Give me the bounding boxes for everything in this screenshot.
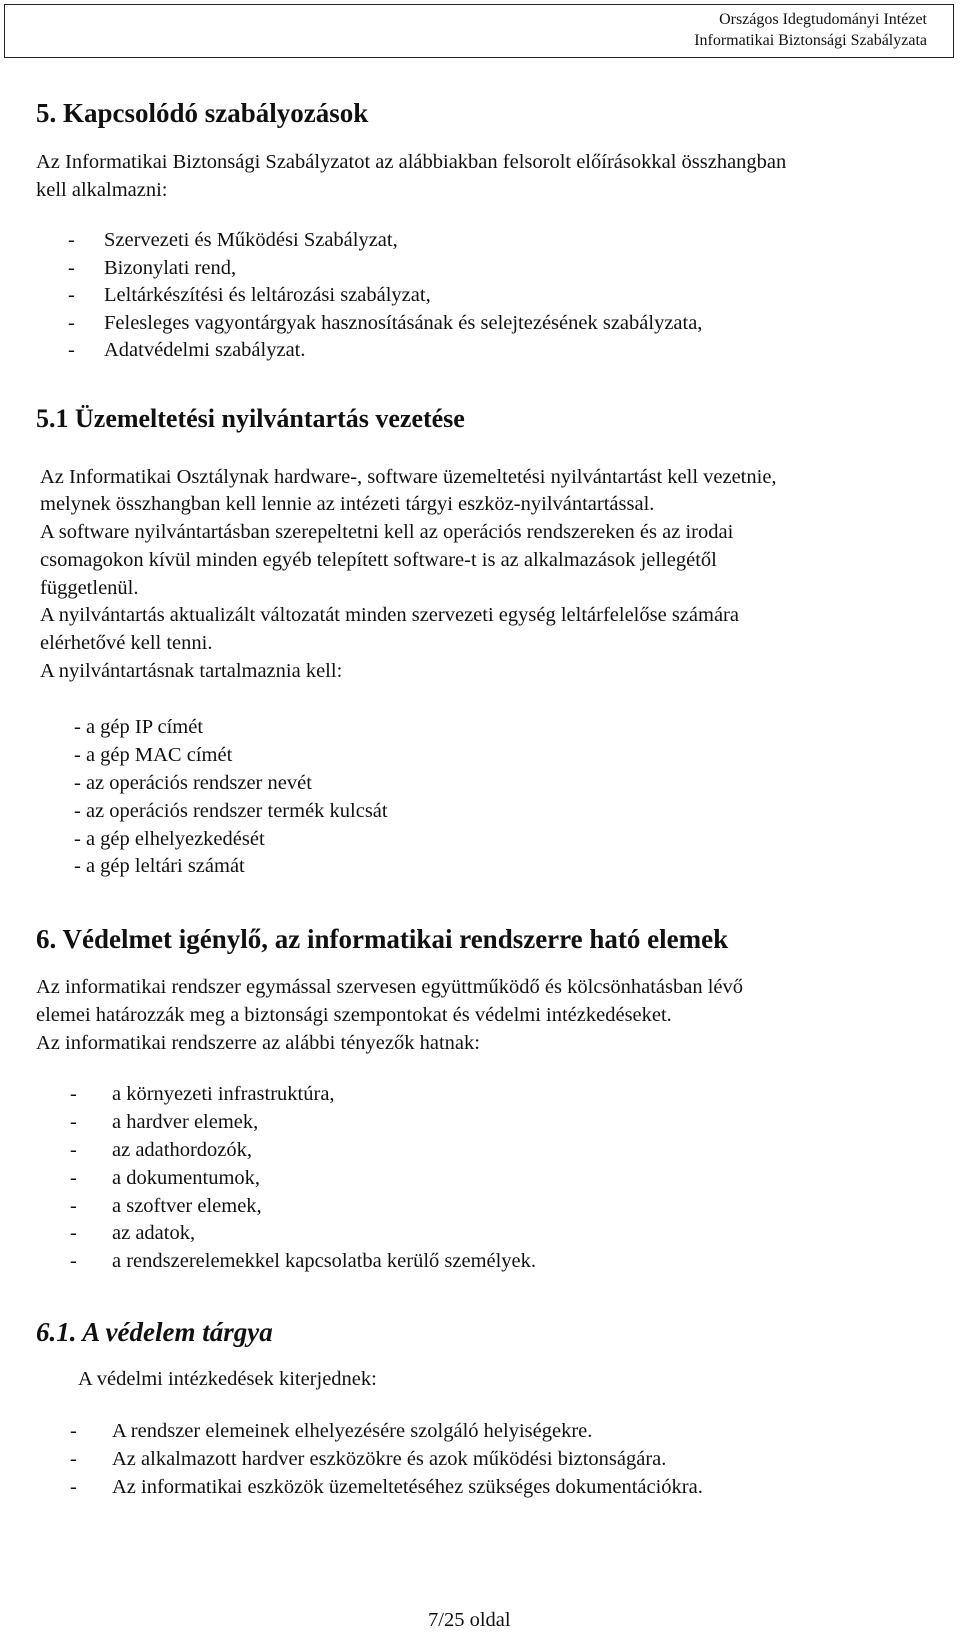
paragraph-line: A software nyilvántartásban szerepeltetni kell az operációs rendszereken és az irodai	[40, 521, 734, 543]
list-dash: -	[70, 1195, 77, 1217]
list-item: - a gép IP címét	[74, 716, 204, 738]
list-dash: -	[68, 339, 75, 361]
paragraph-line: melynek összhangban kell lennie az intézeti tárgyi eszköz-nyilvántartással.	[40, 493, 655, 515]
paragraph-line: A nyilvántartásnak tartalmaznia kell:	[40, 660, 343, 682]
section-5-intro-line-1: Az Informatikai Biztonsági Szabályzatot az alábbiakban felsorolt előírásokkal összhangban	[36, 151, 787, 173]
header-institute: Országos Idegtudományi Intézet	[719, 11, 927, 28]
list-dash: -	[68, 284, 75, 306]
list-item: - az operációs rendszer termék kulcsát	[74, 800, 388, 822]
section-5-title: 5. Kapcsolódó szabályozások	[36, 98, 369, 128]
list-item: a hardver elemek,	[112, 1111, 259, 1133]
paragraph-line: A nyilvántartás aktualizált változatát minden szervezeti egység leltárfelelőse számára	[40, 604, 739, 626]
list-dash: -	[70, 1139, 77, 1161]
list-item: Adatvédelmi szabályzat.	[104, 339, 306, 361]
list-dash: -	[70, 1083, 77, 1105]
paragraph-line: Az informatikai rendszer egymással szervesen együttműködő és kölcsönhatásban lévő	[36, 976, 744, 998]
list-item: - az operációs rendszer nevét	[74, 772, 312, 794]
list-item: Leltárkészítési és leltározási szabályzat,	[104, 284, 431, 306]
list-item: - a gép MAC címét	[74, 744, 233, 766]
paragraph-line: elérhetővé kell tenni.	[40, 632, 213, 654]
list-item: - a gép leltári számát	[74, 855, 245, 877]
paragraph-line: elemei határozzák meg a biztonsági szempontokat és védelmi intézkedéseket.	[36, 1004, 672, 1026]
list-item: - a gép elhelyezkedését	[74, 828, 265, 850]
list-dash: -	[70, 1448, 77, 1470]
list-dash: -	[70, 1111, 77, 1133]
list-dash: -	[70, 1222, 77, 1244]
list-dash: -	[70, 1420, 77, 1442]
list-item: a rendszerelemekkel kapcsolatba kerülő személyek.	[112, 1250, 537, 1272]
list-item: az adathordozók,	[112, 1139, 253, 1161]
list-item: a környezeti infrastruktúra,	[112, 1083, 335, 1105]
header-document-title: Informatikai Biztonsági Szabályzata	[694, 32, 927, 49]
list-item: az adatok,	[112, 1222, 196, 1244]
section-5-1-title: 5.1 Üzemeltetési nyilvántartás vezetése	[36, 404, 465, 433]
list-dash: -	[70, 1250, 77, 1272]
section-6-1-title: 6.1. A védelem tárgya	[36, 1317, 273, 1347]
list-dash: -	[68, 229, 75, 251]
section-6-title: 6. Védelmet igénylő, az informatikai rendszerre ható elemek	[36, 924, 729, 954]
list-item: a szoftver elemek,	[112, 1195, 262, 1217]
paragraph-line: csomagokon kívül minden egyéb telepített software-t is az alkalmazások jellegétől	[40, 549, 717, 571]
paragraph-line: függetlenül.	[40, 577, 139, 599]
list-item: Szervezeti és Működési Szabályzat,	[104, 229, 398, 251]
paragraph-line: Az informatikai rendszerre az alábbi tényezők hatnak:	[36, 1032, 480, 1054]
list-item: a dokumentumok,	[112, 1167, 261, 1189]
page-header	[4, 4, 954, 58]
list-dash: -	[68, 312, 75, 334]
section-6-1-intro: A védelmi intézkedések kiterjednek:	[78, 1368, 377, 1390]
list-item: Az informatikai eszközök üzemeltetéséhez szükséges dokumentációkra.	[112, 1476, 703, 1498]
paragraph-line: Az Informatikai Osztálynak hardware-, software üzemeltetési nyilvántartást kell vezetnie,	[40, 466, 777, 488]
page-number: 7/25 oldal	[428, 1609, 511, 1631]
list-item: Felesleges vagyontárgyak hasznosításának és selejtezésének szabályzata,	[104, 312, 703, 334]
list-dash: -	[70, 1167, 77, 1189]
list-item: Az alkalmazott hardver eszközökre és azok működési biztonságára.	[112, 1448, 667, 1470]
list-item: Bizonylati rend,	[104, 257, 237, 279]
section-5-intro-line-2: kell alkalmazni:	[36, 179, 168, 201]
list-dash: -	[70, 1476, 77, 1498]
list-dash: -	[68, 257, 75, 279]
list-item: A rendszer elemeinek elhelyezésére szolgáló helyiségekre.	[112, 1420, 593, 1442]
